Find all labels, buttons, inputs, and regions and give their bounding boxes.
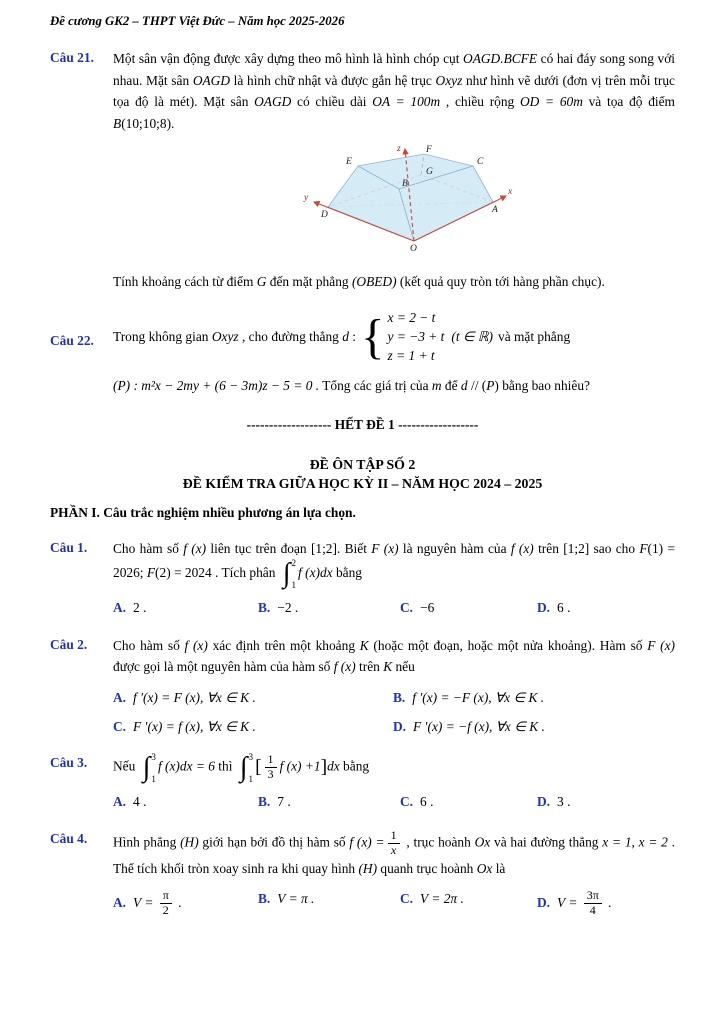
question-1-text: Cho hàm số f (x) liên tục trên đoạn [1;2]. Biết F (x) là nguyên hàm của f (x) trên [1;2] sao cho F(1) = 2026; F(2) = 2024 . Tích phân ∫ 2 1 f (x)dx bằng (113, 540, 676, 590)
question-3 (50, 753, 675, 812)
option-value: V = π . (277, 891, 315, 907)
option-value: −2 . (277, 599, 299, 615)
question-2-text: Cho hàm số f (x) xác định trên một khoảng K (hoặc một đoạn, hoặc một nửa khoảng). Hàm số F (x) được gọi là một nguyên hàm của hàm số f (x) trên K nếu (113, 637, 676, 675)
q3-option-a (113, 792, 258, 813)
system-eq-2 (388, 328, 493, 347)
question-4-text: Hình phẳng (H) giới hạn bởi đồ thị hàm số f (x) = $\frac{1}{x}$ , trục hoành Ox và hai đường thẳng x = 1, x = 2 . Thể tích khối tròn xoay sinh ra khi quay hình (H) quanh trục hoành Ox là (113, 827, 675, 876)
q3-option-d (537, 792, 675, 813)
figure-label-d: D (321, 209, 328, 220)
option-value: 7 . (277, 794, 291, 810)
question-3-options (113, 792, 675, 813)
question-22-line1 (113, 309, 675, 365)
q1-option-d (537, 598, 675, 619)
option-letter: B. (258, 891, 271, 907)
question-4-options (113, 889, 675, 918)
doc-header: Đề cương GK2 – THPT Việt Đức – Năm học 2025-2026 (50, 14, 345, 28)
question-2-label: Câu 2. (50, 636, 88, 652)
question-4-label: Câu 4. (50, 830, 88, 846)
figure-label-c: C (477, 156, 484, 167)
question-21-label: Câu 21. (50, 49, 94, 65)
question-22 (50, 309, 675, 397)
system-eq-2-main: y = −3 + t (387, 328, 445, 344)
question-3-text: Nếu ∫ 3 1 f (x)dx = 6 thì ∫ 3 1 [ $\frac{1}{3}$ f (x) +1]dx bằng (113, 751, 370, 784)
part-1-heading: PHẦN I. Câu trắc nghiệm nhiều phương án lựa chọn. (50, 505, 356, 521)
q4-option-d (537, 889, 675, 918)
figure-label-e: E (346, 156, 352, 167)
option-letter: A. (113, 599, 127, 615)
option-letter: A. (113, 894, 127, 910)
question-1 (50, 538, 675, 619)
option-letter: C. (113, 718, 127, 734)
equation-system (361, 309, 493, 365)
frustum-svg (301, 143, 531, 255)
q3-option-b (258, 792, 400, 813)
question-22-label: Câu 22. (50, 333, 94, 349)
option-value: 2 . (133, 599, 147, 615)
figure-label-b: B (402, 178, 408, 189)
option-value: −6 (420, 599, 435, 615)
q2-option-c (113, 717, 393, 738)
question-4 (50, 829, 675, 918)
option-letter: A. (113, 689, 127, 705)
option-value: f ′(x) = F (x), ∀x ∈ K . (133, 689, 256, 705)
figure-label-f: F (426, 144, 432, 155)
option-letter: B. (258, 599, 271, 615)
option-letter: D. (537, 894, 551, 910)
question-22-intro: Trong không gian Oxyz , cho đường thẳng d : (113, 329, 356, 345)
q4-option-a (113, 889, 258, 918)
option-letter: C. (400, 599, 414, 615)
q4-option-b (258, 889, 400, 918)
question-21 (50, 48, 675, 293)
q2-option-b (393, 688, 675, 709)
q2-option-a (113, 688, 393, 709)
option-value: F ′(x) = −f (x), ∀x ∈ K . (413, 718, 545, 734)
question-22-intro-cont: và mặt phẳng (498, 329, 571, 345)
option-value: f ′(x) = −F (x), ∀x ∈ K . (412, 689, 545, 705)
q1-option-a (113, 598, 258, 619)
option-letter: D. (537, 794, 551, 810)
option-letter: B. (258, 794, 271, 810)
question-21-text: Một sân vận động được xây dựng theo mô hình là hình chóp cụt OAGD.BCFE có hai đáy song song với nhau. Mặt sân OAGD là hình chữ nhật và được gắn hệ trục Oxyz như hình vẽ dưới (đơn vị trên mỗi trục tọa độ là mét). Mặt sân OAGD có chiều dài OA = 100m , chiều rộng OD = 60m và tọa độ điểm B(10;10;8). (113, 50, 676, 131)
q3-option-c (400, 792, 537, 813)
option-value: V = $\frac{\pi}{2}$ . (133, 888, 182, 918)
option-letter: C. (400, 891, 414, 907)
system-eq-1: x = 2 − t (387, 310, 436, 326)
system-eq-2-note: (t ∈ ℝ) (451, 328, 493, 344)
question-21-followup: Tính khoảng cách từ điểm G đến mặt phẳng (OBED) (kết quả quy tròn tới hàng phần chục). (113, 274, 605, 290)
option-letter: D. (537, 599, 551, 615)
question-1-options (113, 598, 675, 619)
option-letter: A. (113, 794, 127, 810)
option-value: 6 . (420, 794, 434, 810)
end-of-exam-divider: ------------------- HẾT ĐỀ 1 ------------------ (246, 417, 479, 433)
section-title-1: ĐỀ ÔN TẬP SỐ 2 (309, 456, 416, 472)
brace-icon: { (361, 308, 385, 364)
option-letter: D. (393, 718, 407, 734)
q4-option-c (400, 889, 537, 918)
q1-option-c (400, 598, 537, 619)
figure-label-x-axis: x (508, 186, 513, 197)
q2-option-d (393, 717, 675, 738)
system-eq-3: z = 1 + t (387, 347, 435, 363)
figure-label-g: G (426, 166, 433, 177)
question-3-label: Câu 3. (50, 755, 88, 771)
option-value: V = 2π . (420, 891, 464, 907)
system-lines (388, 309, 493, 365)
figure-label-o: O (410, 243, 417, 254)
option-letter: C. (400, 794, 414, 810)
option-value: F ′(x) = f (x), ∀x ∈ K . (133, 718, 256, 734)
option-value: 6 . (557, 599, 571, 615)
figure-label-z-axis: z (397, 143, 401, 154)
option-value: 3 . (557, 794, 571, 810)
option-value: 4 . (133, 794, 147, 810)
question-1-label: Câu 1. (50, 539, 88, 555)
question-2-options (113, 688, 675, 738)
question-22-line2: (P) : m²x − 2my + (6 − 3m)z − 5 = 0 . Tổng các giá trị của m để d // (P) bằng bao nhiêu? (113, 378, 590, 394)
figure-label-y-axis: y (304, 192, 309, 203)
q1-option-b (258, 598, 400, 619)
option-value: V = $\frac{3\pi}{4}$ . (557, 888, 612, 918)
section-title-2: ĐỀ KIỂM TRA GIỮA HỌC KỲ II – NĂM HỌC 2024 – 2025 (182, 475, 543, 491)
figure-label-a: A (492, 204, 498, 215)
frustum-figure (113, 143, 675, 262)
question-2 (50, 635, 675, 738)
option-letter: B. (393, 689, 406, 705)
